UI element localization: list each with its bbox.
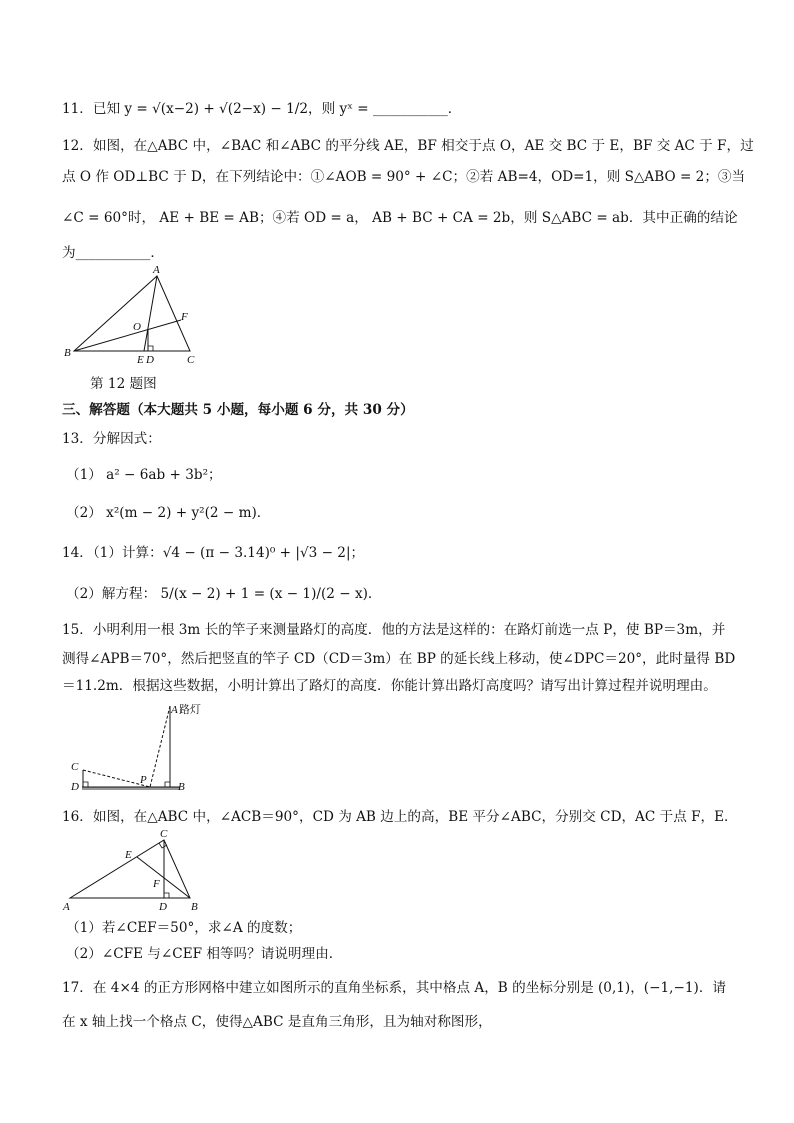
- figure-16: [60, 828, 210, 914]
- fig15-label-d: D: [71, 781, 79, 793]
- fig16-label-d: D: [159, 901, 167, 913]
- fig12-label-d: D: [146, 354, 154, 366]
- problem-15-line2: 测得∠APB＝70°，然后把竖直的竿子 CD（CD＝3m）在 BP 的延长线上移动，使∠DPC＝20°，此时量得 BD: [62, 651, 736, 667]
- problem-17-line1: 17．在 4×4 的正方形网格中建立如图所示的直角坐标系，其中格点 A，B 的坐标分别是 (0,1)，(−1,−1)．请: [62, 980, 727, 996]
- problem-17-line2: 在 x 轴上找一个格点 C，使得△ABC 是直角三角形，且为轴对称图形，: [62, 1014, 492, 1030]
- problem-13-part2: （2） x²(m − 2) + y²(2 − m)．: [66, 505, 271, 521]
- problem-16: 16．如图，在△ABC 中，∠ACB＝90°，CD 为 AB 边上的高，BE 平分∠ABC，分别交 CD，AC 于点 F，E．: [62, 809, 738, 825]
- problem-12-line2: 点 O 作 OD⊥BC 于 D，在下列结论中：①∠AOB = 90° + ∠C；②若 AB=4，OD=1，则 S△ABO = 2；③当: [62, 169, 746, 185]
- problem-14-part1: 14．（1）计算：√4 − (π − 3.14)⁰ + |√3 − 2|；: [62, 545, 365, 561]
- fig15-label-b: B: [178, 781, 185, 793]
- section-3-heading: 三、解答题（本大题共 5 小题，每小题 6 分，共 30 分）: [62, 402, 414, 418]
- fig16-label-b: B: [191, 901, 198, 913]
- fig15-right-angle-d: [83, 782, 88, 787]
- fig12-label-c: C: [187, 354, 195, 366]
- fig16-label-e: E: [125, 849, 132, 861]
- fig12-label-o: O: [133, 321, 141, 333]
- problem-15-line1: 15．小明利用一根 3m 长的竿子来测量路灯的高度．他的方法是这样的：在路灯前选一点 P，使 BP＝3m，并: [62, 622, 726, 638]
- fig12-label-b: B: [64, 347, 71, 359]
- problem-12-line1: 12．如图，在△ABC 中，∠BAC 和∠ABC 的平分线 AE，BF 相交于点 O，AE 交 BC 于 E，BF 交 AC 于 F，过: [62, 138, 754, 154]
- fig15-label-a: A: [171, 704, 178, 716]
- figure-12-caption: 第 12 题图: [90, 376, 157, 392]
- problem-12-line3: ∠C = 60°时， AE + BE = AB；④若 OD = a， AB + BC + CA = 2b，则 S△ABC = ab．其中正确的结论: [62, 210, 738, 226]
- fig16-label-f: F: [153, 878, 160, 890]
- problem-11: 11．已知 y = √(x−2) + √(2−x) − 1/2，则 yˣ = ___________．: [62, 101, 462, 117]
- figure-12: [60, 264, 210, 368]
- problem-13-part1: （1） a² − 6ab + 3b²；: [66, 467, 222, 483]
- problem-13: 13．分解因式：: [62, 431, 161, 447]
- fig12-label-a: A: [153, 264, 160, 276]
- problem-16-part1: （1）若∠CEF＝50°，求∠A 的度数；: [66, 920, 302, 936]
- fig12-segment-bf: [74, 320, 181, 351]
- problem-14-part2: （2）解方程： 5/(x − 2) + 1 = (x − 1)/(2 − x)．: [66, 586, 382, 602]
- fig16-right-angle-d: [164, 893, 169, 898]
- fig15-right-angle-b: [165, 782, 170, 787]
- fig15-label-lamp: 路灯: [179, 704, 201, 716]
- fig12-label-e: E: [137, 354, 144, 366]
- fig15-ray-ap: [150, 706, 170, 787]
- problem-12-line4: 为___________．: [62, 245, 164, 261]
- problem-15-line3: ＝11.2m．根据这些数据，小明计算出了路灯的高度．你能计算出路灯高度吗？请写出计算过程并说明理由。: [62, 678, 717, 694]
- fig12-segment-ae: [144, 276, 157, 351]
- fig12-right-angle-mark: [148, 346, 153, 351]
- fig12-label-f: F: [181, 311, 188, 323]
- fig16-label-c: C: [160, 828, 168, 840]
- fig15-label-c: C: [71, 761, 79, 773]
- problem-16-part2: （2）∠CFE 与∠CEF 相等吗？请说明理由．: [66, 946, 343, 962]
- fig15-label-p: P: [140, 774, 147, 786]
- fig16-label-a: A: [63, 901, 70, 913]
- figure-15: [60, 698, 210, 794]
- fig12-triangle-abc: [74, 276, 190, 351]
